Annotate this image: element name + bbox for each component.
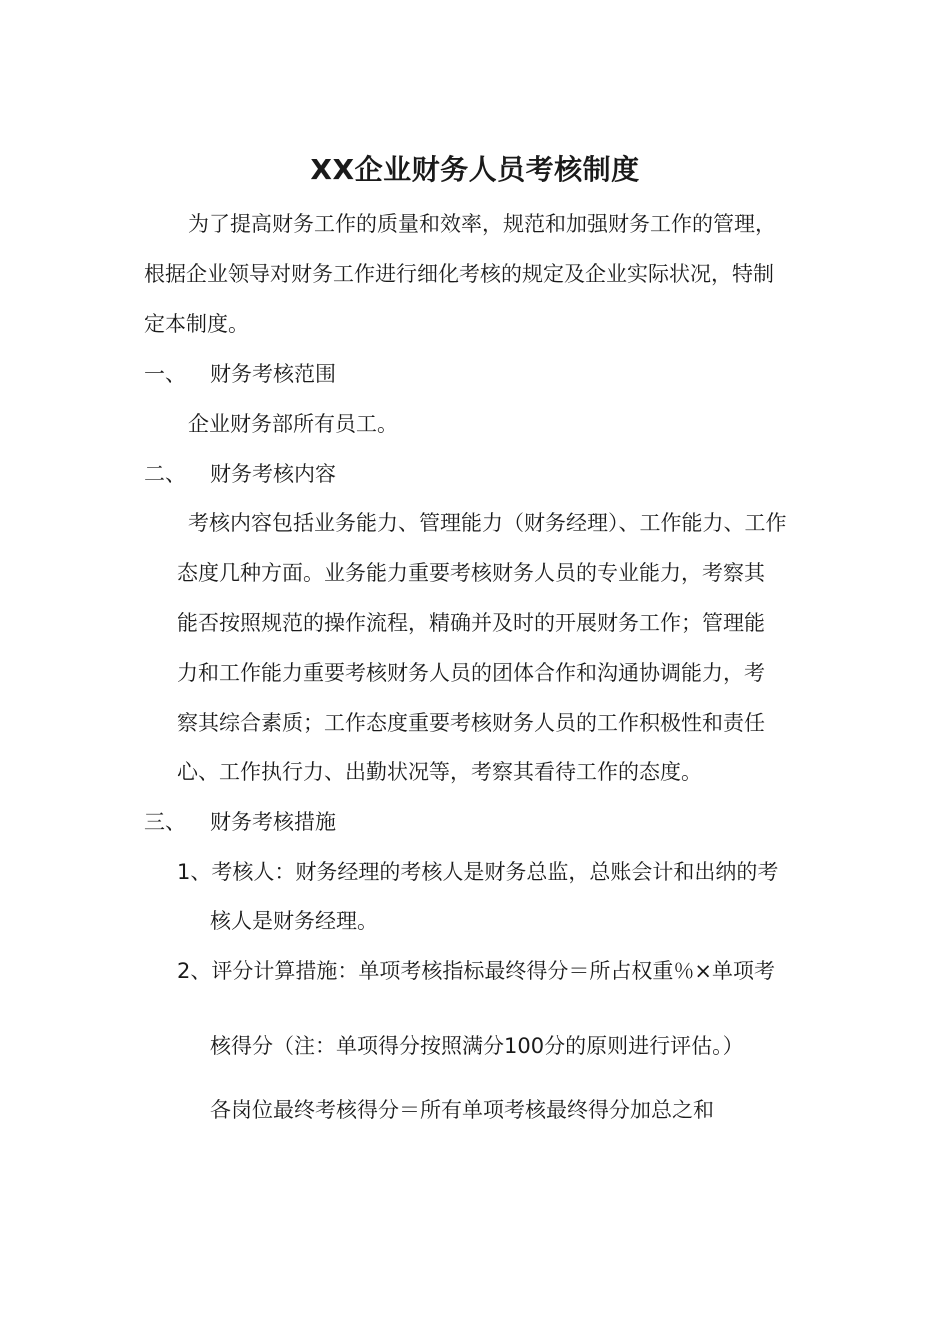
section2-body-line-2: 态度几种方面。业务能力重要考核财务人员的专业能力，考察其: [177, 561, 765, 585]
section2-number: 二、: [144, 462, 186, 486]
section2-body-line-6: 心、工作执行力、出勤状况等，考察其看待工作的态度。: [177, 760, 702, 784]
section3-item2-line-3: 各岗位最终考核得分＝所有单项考核最终得分加总之和: [210, 1098, 714, 1122]
section2-body-line-5: 察其综合素质；工作态度重要考核财务人员的工作积极性和责任: [177, 711, 765, 735]
intro-line-2: 根据企业领导对财务工作进行细化考核的规定及企业实际状况，特制: [144, 262, 774, 286]
section2-body-line-1: 考核内容包括业务能力、管理能力（财务经理）、工作能力、工作: [188, 511, 787, 535]
section1-heading: 财务考核范围: [210, 362, 336, 386]
section2-body-line-4: 力和工作能力重要考核财务人员的团体合作和沟通协调能力，考: [177, 661, 765, 685]
section3-number: 三、: [144, 810, 186, 834]
section3-item2-line-1: 2、评分计算措施：单项考核指标最终得分＝所占权重％×单项考: [177, 959, 775, 983]
section3-heading: 财务考核措施: [210, 810, 336, 834]
section2-body-line-3: 能否按照规范的操作流程，精确并及时的开展财务工作；管理能: [177, 611, 765, 635]
section1-number: 一、: [144, 362, 186, 386]
section3-item1-line-2: 核人是财务经理。: [210, 909, 378, 933]
intro-line-1: 为了提高财务工作的质量和效率，规范和加强财务工作的管理，: [188, 212, 776, 236]
intro-line-3: 定本制度。: [144, 312, 249, 336]
document-title: XX企业财务人员考核制度: [310, 153, 640, 186]
section1-body-line-1: 企业财务部所有员工。: [188, 412, 398, 436]
section3-item2-line-2: 核得分（注：单项得分按照满分100分的原则进行评估。）: [210, 1034, 744, 1058]
section2-heading: 财务考核内容: [210, 462, 336, 486]
section3-item1-line-1: 1、考核人：财务经理的考核人是财务总监，总账会计和出纳的考: [177, 860, 779, 884]
